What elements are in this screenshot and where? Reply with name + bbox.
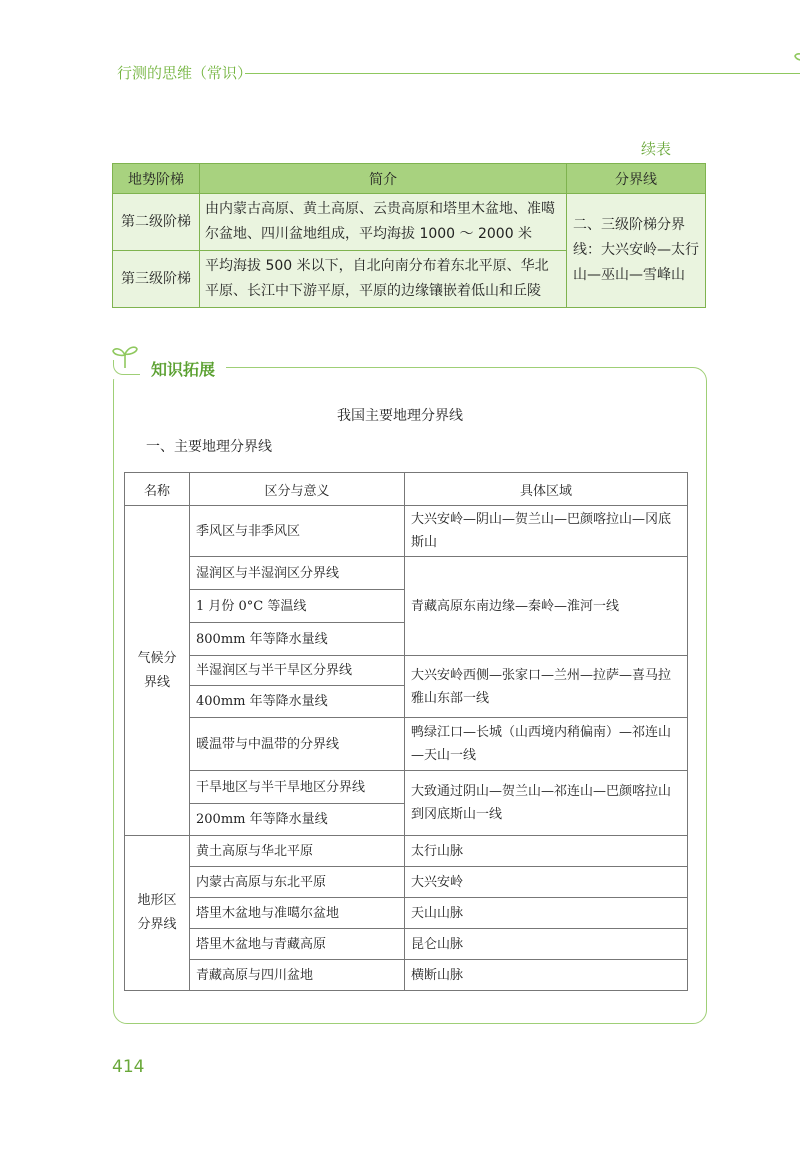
region-cell: 昆仑山脉 [405,929,688,960]
page-number: 414 [112,1057,145,1077]
distinction-cell: 黄土高原与华北平原 [190,836,405,867]
table-row [113,194,706,251]
page-header [117,62,717,84]
table-row [125,960,688,991]
distinction-cell: 1 月份 0°C 等温线 [190,590,405,623]
step-description: 由内蒙古高原、黄土高原、云贵高原和塔里木盆地、准噶尔盆地、四川盆地组成，平均海拔 1000 ～ 2000 米 [200,194,567,251]
distinction-cell: 季风区与非季风区 [190,506,405,557]
distinction-cell: 暖温带与中温带的分界线 [190,718,405,771]
category-cell: 地形区分界线 [125,836,190,991]
table-row [125,718,688,771]
table-row [125,898,688,929]
header-rule [245,73,800,74]
sprout-icon [110,341,140,369]
distinction-cell: 塔里木盆地与青藏高原 [190,929,405,960]
region-cell: 大兴安岭西侧—张家口—兰州—拉萨—喜马拉雅山东部一线 [405,656,688,718]
column-header: 分界线 [567,164,706,194]
table-subtitle: 一、主要地理分界线 [146,439,272,455]
step-name: 第三级阶梯 [113,251,200,308]
column-header: 地势阶梯 [113,164,200,194]
table-header-row [113,164,706,194]
column-header: 具体区域 [405,473,688,506]
region-cell: 横断山脉 [405,960,688,991]
continued-label: 续表 [641,140,672,158]
geographic-boundaries-table [124,472,688,991]
region-cell: 青藏高原东南边缘—秦岭—淮河一线 [405,557,688,656]
table-row [125,836,688,867]
region-cell: 天山山脉 [405,898,688,929]
table-header-row [125,473,688,506]
distinction-cell: 塔里木盆地与准噶尔盆地 [190,898,405,929]
header-title: 行测的思维（常识） [117,64,253,82]
distinction-cell: 青藏高原与四川盆地 [190,960,405,991]
sprout-icon [792,48,800,74]
table-row [125,929,688,960]
distinction-cell: 400mm 年等降水量线 [190,686,405,718]
region-cell: 太行山脉 [405,836,688,867]
distinction-cell: 半湿润区与半干旱区分界线 [190,656,405,686]
table-row [125,656,688,686]
step-name: 第二级阶梯 [113,194,200,251]
distinction-cell: 内蒙古高原与东北平原 [190,867,405,898]
column-header: 区分与意义 [190,473,405,506]
region-cell: 鸭绿江口—长城（山西境内稍偏南）—祁连山—天山一线 [405,718,688,771]
column-header: 名称 [125,473,190,506]
region-cell: 大致通过阴山—贺兰山—祁连山—巴颜喀拉山到冈底斯山一线 [405,771,688,836]
region-cell: 大兴安岭—阴山—贺兰山—巴颜喀拉山—冈底斯山 [405,506,688,557]
distinction-cell: 干旱地区与半干旱地区分界线 [190,771,405,804]
region-cell: 大兴安岭 [405,867,688,898]
distinction-cell: 200mm 年等降水量线 [190,804,405,836]
boundary-line-cell: 二、三级阶梯分界线：大兴安岭—太行山—巫山—雪峰山 [567,194,706,308]
table-row [125,771,688,804]
section-title: 知识拓展 [151,360,216,379]
column-header: 简介 [200,164,567,194]
table-row [125,506,688,557]
step-description: 平均海拔 500 米以下，自北向南分布着东北平原、华北平原、长江中下游平原，平原的边缘镶嵌着低山和丘陵 [200,251,567,308]
distinction-cell: 800mm 年等降水量线 [190,623,405,656]
terrain-steps-table [112,163,706,308]
category-cell: 气候分界线 [125,506,190,836]
distinction-cell: 湿润区与半湿润区分界线 [190,557,405,590]
table-title: 我国主要地理分界线 [337,408,463,424]
table-row [125,867,688,898]
table-row [125,557,688,590]
